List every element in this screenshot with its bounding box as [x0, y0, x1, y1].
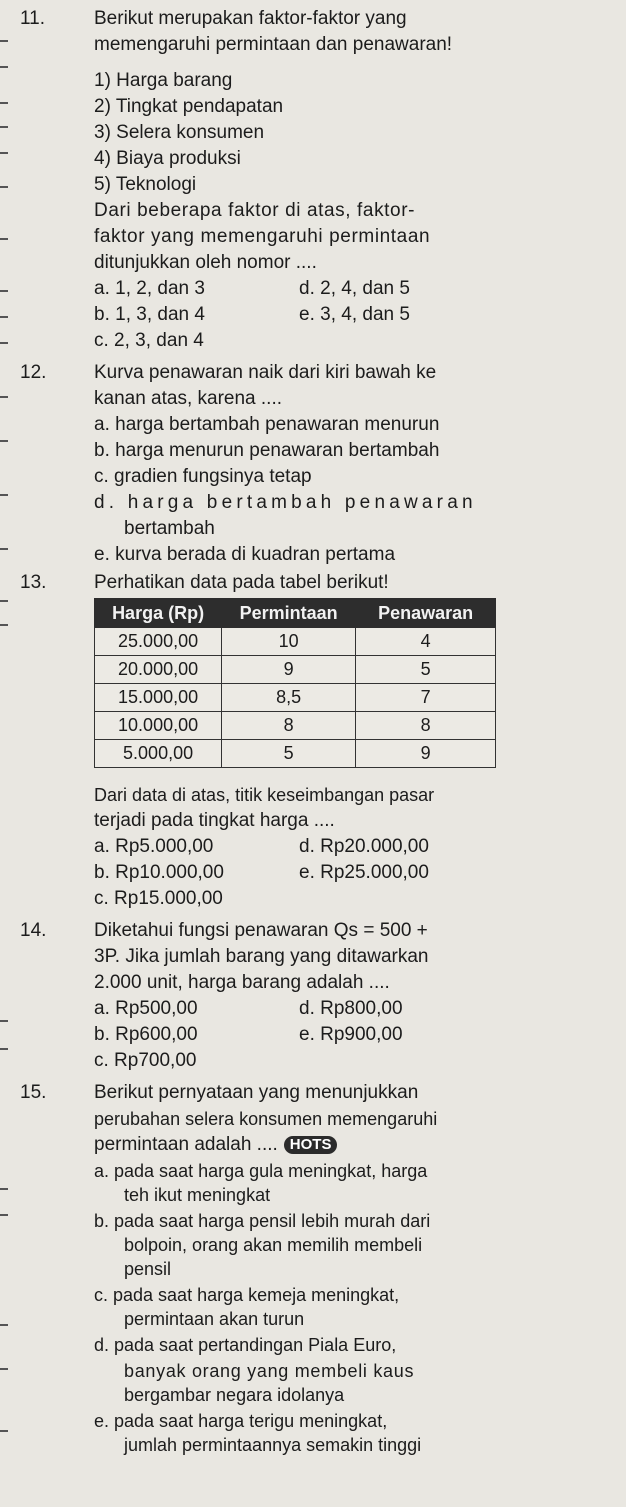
option-d[interactable]: d. Rp800,00 — [299, 998, 403, 1019]
question-text: Dari data di atas, titik keseimbangan pasar — [94, 785, 435, 805]
option-e[interactable]: e. 3, 4, dan 5 — [299, 304, 410, 325]
option-c[interactable]: c. Rp15.000,00 — [94, 888, 223, 909]
question-stem: Berikut merupakan faktor-faktor yang — [94, 8, 407, 29]
table-row — [95, 656, 496, 684]
option-d-continued: bergambar negara idolanya — [124, 1385, 345, 1405]
table-cell: 25.000,00 — [95, 628, 222, 656]
option-c-continued: permintaan akan turun — [124, 1309, 305, 1329]
margin-mark — [0, 1368, 8, 1370]
margin-mark — [0, 126, 8, 128]
question-stem: Diketahui fungsi penawaran Qs = 500 + — [94, 920, 428, 941]
question-text: faktor yang memengaruhi permintaan — [94, 226, 431, 247]
option-b[interactable]: b. Rp10.000,00 — [94, 862, 224, 883]
question-stem: 3P. Jika jumlah barang yang ditawarkan — [94, 946, 429, 967]
question-number: 12. — [20, 362, 47, 383]
margin-mark — [0, 1020, 8, 1022]
option-b-continued: pensil — [124, 1259, 172, 1279]
option-b[interactable]: b. harga menurun penawaran bertambah — [94, 440, 440, 461]
question-number: 14. — [20, 920, 47, 941]
option-c[interactable]: c. gradien fungsinya tetap — [94, 466, 312, 487]
option-d[interactable]: d. pada saat pertandingan Piala Euro, — [94, 1335, 397, 1355]
margin-mark — [0, 1048, 8, 1050]
table-cell: 10 — [222, 628, 356, 656]
table-cell: 8 — [222, 712, 356, 740]
margin-mark — [0, 290, 8, 292]
question-stem: 2.000 unit, harga barang adalah .... — [94, 972, 390, 993]
table-row — [95, 628, 496, 656]
list-item: 5) Teknologi — [94, 174, 197, 195]
table-cell: 9 — [222, 656, 356, 684]
question-stem-with-badge — [94, 1134, 337, 1156]
option-b[interactable]: b. 1, 3, dan 4 — [94, 304, 205, 325]
margin-mark — [0, 1430, 8, 1432]
option-d-continued: bertambah — [124, 518, 215, 539]
column-header: Penawaran — [356, 599, 496, 628]
option-d-continued: banyak orang yang membeli kaus — [124, 1361, 415, 1381]
question-number: 13. — [20, 572, 47, 593]
margin-mark — [0, 1214, 8, 1216]
margin-mark — [0, 66, 8, 68]
option-c[interactable]: c. Rp700,00 — [94, 1050, 197, 1071]
option-b[interactable]: b. Rp600,00 — [94, 1024, 198, 1045]
option-c[interactable]: c. 2, 3, dan 4 — [94, 330, 204, 351]
option-d[interactable]: d. Rp20.000,00 — [299, 836, 429, 857]
list-item: 4) Biaya produksi — [94, 148, 241, 169]
option-e[interactable]: e. pada saat harga terigu meningkat, — [94, 1411, 388, 1431]
table-cell: 7 — [356, 684, 496, 712]
question-stem: kanan atas, karena .... — [94, 388, 283, 409]
margin-mark — [0, 186, 8, 188]
table-cell: 15.000,00 — [95, 684, 222, 712]
option-e[interactable]: e. kurva berada di kuadran pertama — [94, 544, 396, 565]
option-a[interactable]: a. Rp500,00 — [94, 998, 198, 1019]
hots-badge: HOTS — [284, 1136, 338, 1154]
margin-mark — [0, 102, 8, 104]
table-cell: 8 — [356, 712, 496, 740]
margin-mark — [0, 1324, 8, 1326]
question-number: 15. — [20, 1082, 47, 1103]
list-item: 1) Harga barang — [94, 70, 233, 91]
option-d[interactable]: d. 2, 4, dan 5 — [299, 278, 410, 299]
question-stem: perubahan selera konsumen memengaruhi — [94, 1109, 438, 1129]
margin-mark — [0, 316, 8, 318]
margin-mark — [0, 1188, 8, 1190]
table-row — [95, 684, 496, 712]
margin-mark — [0, 238, 8, 240]
table-cell: 8,5 — [222, 684, 356, 712]
margin-mark — [0, 152, 8, 154]
margin-mark — [0, 548, 8, 550]
option-c[interactable]: c. pada saat harga kemeja meningkat, — [94, 1285, 400, 1305]
question-text: Dari beberapa faktor di atas, faktor- — [94, 200, 416, 221]
margin-mark — [0, 396, 8, 398]
margin-mark — [0, 342, 8, 344]
table-cell: 5 — [222, 740, 356, 768]
list-item: 3) Selera konsumen — [94, 122, 265, 143]
margin-mark — [0, 600, 8, 602]
question-stem: memengaruhi permintaan dan penawaran! — [94, 34, 453, 55]
option-d[interactable]: d. harga bertambah penawaran — [94, 492, 477, 513]
option-a[interactable]: a. 1, 2, dan 3 — [94, 278, 205, 299]
option-e[interactable]: e. Rp25.000,00 — [299, 862, 429, 883]
table-header-row — [95, 599, 496, 628]
margin-mark — [0, 624, 8, 626]
question-text: ditunjukkan oleh nomor .... — [94, 252, 317, 273]
option-a-continued: teh ikut meningkat — [124, 1185, 271, 1205]
question-text: terjadi pada tingkat harga .... — [94, 810, 335, 831]
margin-mark — [0, 494, 8, 496]
option-a[interactable]: a. Rp5.000,00 — [94, 836, 214, 857]
margin-mark — [0, 40, 8, 42]
table-row — [95, 740, 496, 768]
column-header: Harga (Rp) — [95, 599, 222, 628]
table-row — [95, 712, 496, 740]
question-number: 11. — [20, 8, 46, 29]
option-e-continued: jumlah permintaannya semakin tinggi — [124, 1435, 422, 1455]
table-cell: 5.000,00 — [95, 740, 222, 768]
table-cell: 5 — [356, 656, 496, 684]
table-cell: 4 — [356, 628, 496, 656]
table-cell: 10.000,00 — [95, 712, 222, 740]
table-cell: 20.000,00 — [95, 656, 222, 684]
margin-mark — [0, 440, 8, 442]
question-stem: Berikut pernyataan yang menunjukkan — [94, 1082, 419, 1103]
option-a[interactable]: a. pada saat harga gula meningkat, harga — [94, 1161, 428, 1181]
option-b[interactable]: b. pada saat harga pensil lebih murah dari — [94, 1211, 431, 1231]
question-stem: Perhatikan data pada tabel berikut! — [94, 572, 389, 593]
option-a[interactable]: a. harga bertambah penawaran menurun — [94, 414, 440, 435]
list-item: 2) Tingkat pendapatan — [94, 96, 284, 117]
option-b-continued: bolpoin, orang akan memilih membeli — [124, 1235, 423, 1255]
column-header: Permintaan — [222, 599, 356, 628]
table-cell: 9 — [356, 740, 496, 768]
data-table — [94, 598, 496, 768]
question-stem: permintaan adalah .... — [94, 1134, 278, 1155]
option-e[interactable]: e. Rp900,00 — [299, 1024, 403, 1045]
question-stem: Kurva penawaran naik dari kiri bawah ke — [94, 362, 437, 383]
